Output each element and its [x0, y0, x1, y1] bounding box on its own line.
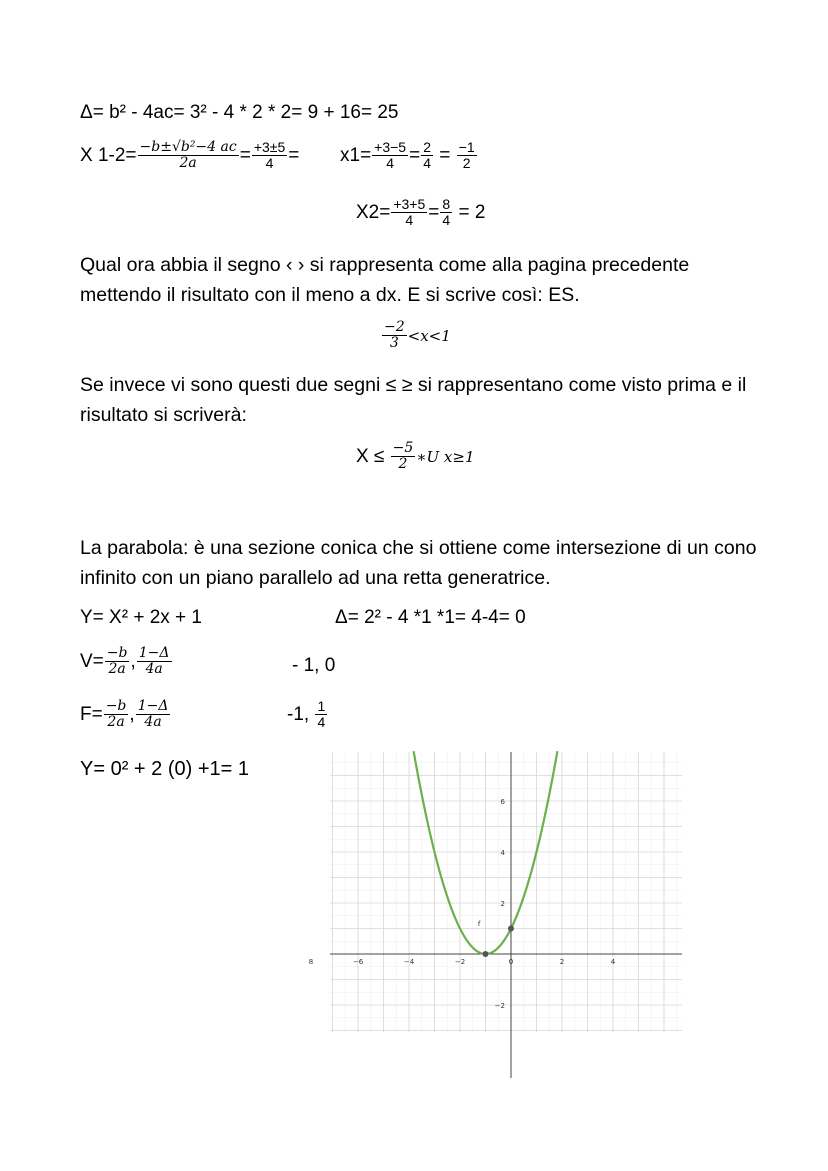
- x-tick-label: 8: [308, 958, 314, 966]
- fraction-numerator: +3+5: [393, 196, 426, 212]
- fraction-denominator: 4: [265, 155, 274, 172]
- inequality-result: [356, 441, 475, 473]
- x-tick-label: 4: [610, 958, 616, 966]
- fraction-denominator: 4: [442, 212, 451, 229]
- fraction-denominator: 4: [386, 155, 395, 172]
- equals-sign: =: [288, 144, 300, 166]
- focus-value-lead: -1,: [287, 703, 315, 725]
- fraction-denominator: 4: [317, 714, 326, 731]
- y-intercept-calculation: Y= 0² + 2 (0) +1= 1: [80, 758, 249, 780]
- fraction-numerator: 1: [317, 698, 326, 714]
- fraction-denominator: 4: [405, 212, 414, 229]
- y-tick-label: 6: [500, 798, 505, 806]
- fraction: [372, 140, 408, 172]
- fraction: [137, 646, 172, 678]
- equals-sign: =: [239, 144, 251, 166]
- x2-result: = 2: [453, 201, 486, 223]
- fraction: [382, 320, 407, 352]
- y-tick-label: −2: [494, 1002, 505, 1010]
- fraction-numerator: 2: [423, 139, 432, 155]
- graph-point: [508, 926, 514, 932]
- paragraph-signs-le-ge: Se invece vi sono questi due segni ≤ ≥ si rappresentano come visto prima e il risultato si scriverà:: [80, 374, 747, 426]
- fraction-numerator: +3±5: [253, 139, 286, 155]
- parabola-equation: Y= X² + 2x + 1: [80, 607, 202, 628]
- fraction: [391, 441, 416, 473]
- fraction-denominator: 2: [462, 155, 471, 172]
- roots-label: X 1-2=: [80, 144, 137, 166]
- vertex-value: - 1, 0: [292, 655, 336, 676]
- fraction: [104, 699, 129, 731]
- fraction-numerator: −2: [384, 319, 405, 335]
- fraction: [457, 140, 477, 172]
- fraction: [391, 197, 427, 229]
- fraction: [440, 197, 452, 229]
- paragraph-sign-rules: Qual ora abbia il segno ‹ › si rappresenta come alla pagina precedente mettendo il risultato con il meno a dx. E si scrive così: ES.: [80, 254, 690, 306]
- fraction-numerator: −b: [105, 698, 127, 714]
- x1-label: x1=: [340, 144, 372, 166]
- focus-value: [287, 699, 328, 731]
- graph-tick-labels: [309, 798, 616, 1010]
- paragraph-parabola-definition: La parabola: è una sezione conica che si ottiene come intersezione di un cono infinito con un piano parallelo ad una retta generatrice.: [80, 537, 757, 589]
- fraction: [105, 646, 130, 678]
- fraction: [136, 699, 171, 731]
- inequality-example: [381, 320, 451, 352]
- inequality-lead: X ≤: [356, 445, 390, 467]
- y-tick-label: 2: [500, 900, 505, 908]
- graph-point: [483, 951, 489, 957]
- comma: ,: [130, 650, 136, 672]
- equals-sign: =: [409, 144, 421, 166]
- comma: ,: [129, 703, 135, 725]
- inequality-tail: <x<1: [407, 326, 451, 345]
- fraction-denominator: 4a: [144, 714, 162, 731]
- fraction-numerator: −b±√b²−4 ac: [139, 139, 237, 155]
- fraction-numerator: 8: [442, 196, 451, 212]
- x-tick-label: −6: [352, 958, 364, 966]
- fraction-numerator: −b: [106, 645, 128, 661]
- equals-sign: =: [428, 201, 440, 223]
- fraction-denominator: 2: [398, 456, 408, 473]
- fraction: [315, 699, 327, 731]
- focus-label: F=: [80, 703, 103, 725]
- fraction: [421, 140, 433, 172]
- roots-formula-line: [80, 140, 299, 172]
- focus-formula: [80, 699, 171, 731]
- vertex-label: V=: [80, 650, 104, 672]
- fraction-denominator: 3: [389, 335, 399, 352]
- inequality-tail: ∗U x≥1: [416, 447, 475, 466]
- x-tick-label: 0: [508, 958, 514, 966]
- fraction-numerator: 1−Δ: [138, 645, 170, 661]
- fraction-denominator: 2a: [107, 714, 125, 731]
- fraction-denominator: 4a: [145, 661, 163, 678]
- fraction-numerator: −5: [392, 440, 414, 456]
- fraction-numerator: 1−Δ: [137, 698, 169, 714]
- parabola-delta: Δ= 2² - 4 *1 *1= 4-4= 0: [335, 607, 526, 628]
- x1-line: [340, 140, 478, 172]
- graph-grid: [330, 752, 682, 1032]
- delta-formula-line: Δ= b² - 4ac= 3² - 4 * 2 * 2= 9 + 16= 25: [80, 102, 399, 123]
- equals-sign: =: [434, 144, 456, 166]
- x-tick-label: 2: [559, 958, 565, 966]
- fraction-denominator: 4: [423, 155, 432, 172]
- x2-line: [356, 197, 485, 229]
- curve-label: f: [477, 919, 481, 928]
- x2-label: X2=: [356, 201, 391, 223]
- y-tick-label: 4: [500, 849, 505, 857]
- fraction-numerator: +3−5: [374, 139, 407, 155]
- fraction-denominator: 2a: [179, 155, 197, 172]
- fraction-denominator: 2a: [108, 661, 126, 678]
- vertex-formula: [80, 646, 173, 678]
- substituted-fraction: [252, 140, 287, 172]
- parabola-graph: [308, 752, 682, 1078]
- x-tick-label: −4: [403, 958, 415, 966]
- x-tick-label: −2: [454, 958, 466, 966]
- quadratic-formula-fraction: [138, 140, 239, 172]
- fraction-numerator: −1: [458, 139, 475, 155]
